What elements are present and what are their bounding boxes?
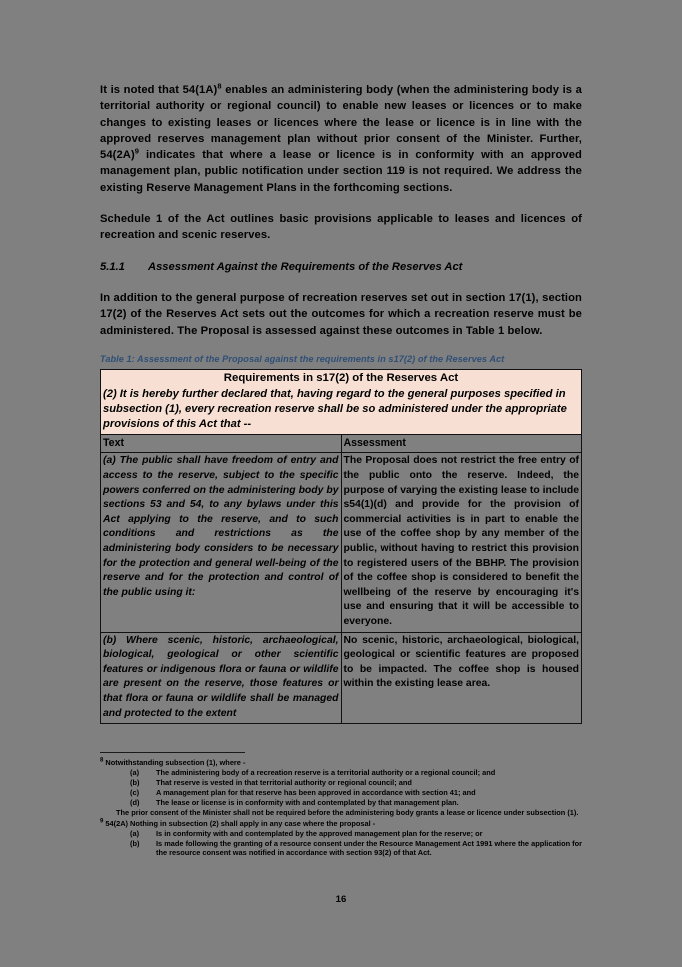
- row-b-text: (b) Where scenic, historic, archaeological, biological, geological or other scientific features or indigenous flora or fauna or wildlife are present on the reserve, those features or that flora or fauna or wildlife shall be managed and protected to the extent: [101, 632, 342, 724]
- footnote-8-item-b: [130, 778, 582, 788]
- table-header-row: [101, 369, 582, 435]
- footnote-8-item-c-text: A management plan for that reserve has been approved in accordance with section 41; and: [156, 788, 476, 798]
- footnote-9-item-a-label: (a): [130, 828, 140, 838]
- table-row: [101, 453, 582, 632]
- section-number: 5.1.1: [100, 260, 125, 273]
- footnote-9-item-b: [130, 839, 582, 858]
- requirements-table: [100, 369, 582, 724]
- section-title: Assessment Against the Requirements of the Reserves Act: [148, 260, 463, 273]
- footnote-8-item-d-text: The lease or license is in conformity with and contemplated by that management plan.: [156, 798, 459, 808]
- table-header-subtitle: (2) It is hereby further declared that, having regard to the general purposes specified in subsection (1), every recreation reserve shall be so administered under the appropriate provisions of this Act that --: [103, 387, 567, 431]
- footnote-ref-9[interactable]: 9: [134, 146, 140, 156]
- section-heading: [100, 259, 582, 275]
- footnote-8-item-a-label: (a): [130, 768, 140, 778]
- row-b-assessment: No scenic, historic, archaeological, biological, geological or scientific features are proposed to be impacted. The coffee shop is housed within the existing lease area.: [341, 632, 582, 724]
- footnote-8-continuation: The prior consent of the Minister shall not be required before the administering body grants a lease or licence under subsection (1).: [116, 808, 579, 818]
- footnote-8-item-d: [130, 798, 582, 808]
- table-row: [101, 632, 582, 724]
- footnote-8-item-a-text: The administering body of a recreation reserve is a territorial authority or a regional council; and: [156, 768, 496, 778]
- footnote-8-item-d-label: (d): [130, 798, 140, 808]
- column-header-assessment: Assessment: [341, 435, 582, 453]
- footnote-8-lead-text: Notwithstanding subsection (1), where -: [105, 758, 246, 767]
- footnote-8-item-c: [130, 788, 582, 798]
- paragraph-1-run-2: enables an administering body (when the administering body is a territorial authority or regional council) to enable new leases or licences or to make changes to existing leases or licences where the lease or licence is in line with the approved reserves management plan without prior consent of the Minister. Further, 54(2A): [100, 84, 582, 162]
- table-column-header-row: [101, 435, 582, 453]
- column-header-text: Text: [101, 435, 342, 453]
- footnote-8-item-b-text: That reserve is vested in that territorial authority or regional council; and: [156, 778, 412, 788]
- footnote-9-marker: 9: [100, 818, 104, 825]
- footnote-8-item-b-label: (b): [130, 778, 140, 788]
- paragraph-2: Schedule 1 of the Act outlines basic provisions applicable to leases and licences of recreation and scenic reserves.: [100, 213, 582, 242]
- footnote-8-lead: [100, 758, 582, 768]
- footnote-9-lead: [100, 819, 582, 829]
- paragraph-3: In addition to the general purpose of recreation reserves set out in section 17(1), section 17(2) of the Reserves Act sets out the outcomes for which a recreation reserve must be administered. The Proposal is assessed against these outcomes in Table 1 below.: [100, 291, 582, 337]
- page-number: 16: [335, 894, 347, 905]
- table-header-cell: [101, 369, 582, 435]
- footnote-ref-8[interactable]: 8: [217, 81, 222, 91]
- footnote-8-marker: 8: [100, 757, 104, 764]
- footnote-9-item-b-text: Is made following the granting of a resource consent under the Resource Management Act 1991 where the application for the resource consent was notified in accordance with section 93(2) of that Act.: [156, 838, 583, 858]
- footnote-9-item-b-label: (b): [130, 838, 140, 848]
- row-a-text: (a) The public shall have freedom of entry and access to the reserve, subject to the specific powers conferred on the administering body by sections 53 and 54, to any bylaws under this Act applying to the reserve, and to such conditions and restrictions as the administering body considers to be necessary for the protection and general well-being of the reserve and for the protection and control of the public using it:: [101, 453, 342, 632]
- paragraph-1-run-1: It is noted that 54(1A): [100, 84, 218, 96]
- footnote-9-item-a-text: Is in conformity with and contemplated by the approved management plan for the reserve; or: [156, 828, 483, 838]
- table-caption: Table 1: Assessment of the Proposal against the requirements in s17(2) of the Reserves Act: [100, 353, 505, 364]
- table-header-title: Requirements in s17(2) of the Reserves Act: [223, 371, 459, 384]
- footnote-9-lead-text: 54(2A) Nothing in subsection (2) shall apply in any case where the proposal -: [105, 818, 376, 828]
- footnotes-area: [100, 752, 582, 858]
- paragraph-1-run-3: indicates that where a lease or licence is in conformity with an approved management plan, public notification under section 119 is not required. We address the existing Reserve Management Plans in the forthcoming sections.: [100, 149, 582, 194]
- page-content: [100, 82, 582, 724]
- row-a-assessment: The Proposal does not restrict the free entry of the public onto the reserve. Indeed, the purpose of varying the existing lease to include s54(1)(d) and provide for the provision of commercial activities is in part to enable the use of the coffee shop by any member of the public, without having to restrict this provision to registered users of the BBHP. The provision of the coffee shop is considered to benefit the wellbeing of the reserve by encouraging it's use and ensuring that it will be accessible to everyone.: [341, 453, 582, 632]
- footnote-8-item-c-label: (c): [130, 788, 140, 798]
- paragraph-1: [100, 82, 582, 196]
- footnote-8-item-a: [130, 768, 582, 778]
- footnote-9-item-a: [130, 829, 582, 839]
- footnote-separator-rule: [100, 752, 245, 753]
